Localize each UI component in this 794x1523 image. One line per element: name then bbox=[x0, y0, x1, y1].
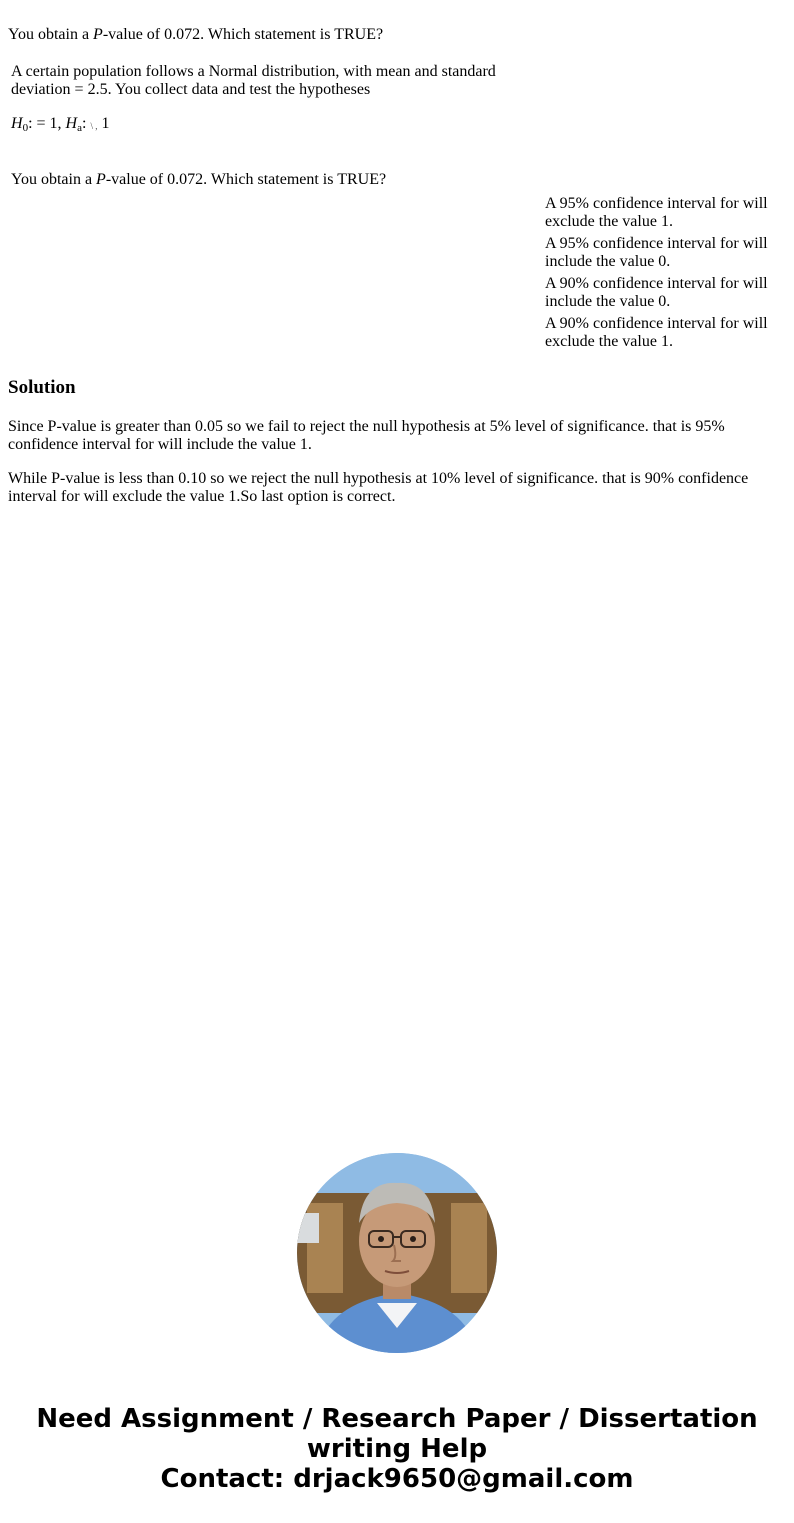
footer-contact: Contact: drjack9650@gmail.com bbox=[160, 1464, 634, 1494]
h0-subscript: 0 bbox=[22, 122, 29, 134]
question-title-prefix: You obtain a bbox=[8, 26, 94, 43]
question-title bbox=[8, 26, 383, 44]
answer-option: A 95% confidence interval for will include the value 0. bbox=[545, 235, 768, 270]
question-repeat bbox=[11, 171, 386, 189]
solution-heading: Solution bbox=[8, 377, 76, 398]
question-repeat-suffix: -value of 0.072. Which statement is TRUE? bbox=[105, 171, 387, 188]
ha-value: 1 bbox=[97, 115, 110, 132]
h0-letter: H bbox=[11, 115, 23, 132]
question-repeat-p: P bbox=[96, 171, 106, 188]
question-title-suffix: -value of 0.072. Which statement is TRUE? bbox=[102, 26, 384, 43]
question-repeat-prefix: You obtain a bbox=[11, 171, 97, 188]
footer-line-1: Need Assignment / Research Paper / Dissertation writing Help bbox=[36, 1404, 758, 1464]
question-intro: A certain population follows a Normal distribution, with mean and standard deviation = 2.5. You collect data and test the hypotheses bbox=[11, 63, 496, 98]
hypotheses bbox=[11, 115, 109, 135]
author-photo bbox=[297, 1153, 497, 1353]
answer-option: A 90% confidence interval for will exclude the value 1. bbox=[545, 315, 768, 350]
ha-letter: H bbox=[65, 115, 78, 132]
answer-option: A 95% confidence interval for will exclude the value 1. bbox=[545, 195, 768, 230]
solution-paragraph-2: While P-value is less than 0.10 so we reject the null hypothesis at 10% level of significance. that is 90% confidence interval for will exclude the value 1.So last option is correct. bbox=[8, 470, 749, 505]
not-equal-symbol: \ , bbox=[90, 121, 98, 131]
ha-text: : bbox=[81, 115, 91, 132]
ha-subscript: a bbox=[77, 122, 82, 134]
solution-paragraph-1: Since P-value is greater than 0.05 so we fail to reject the null hypothesis at 5% level of significance. that is 95% confidence interval for will include the value 1. bbox=[8, 418, 725, 453]
answer-options bbox=[545, 195, 785, 355]
h0-text: : = 1, bbox=[28, 115, 66, 132]
author-avatar bbox=[297, 1153, 497, 1353]
question-title-p: P bbox=[93, 26, 103, 43]
answer-option: A 90% confidence interval for will include the value 0. bbox=[545, 275, 768, 310]
footer-banner bbox=[0, 1404, 794, 1494]
